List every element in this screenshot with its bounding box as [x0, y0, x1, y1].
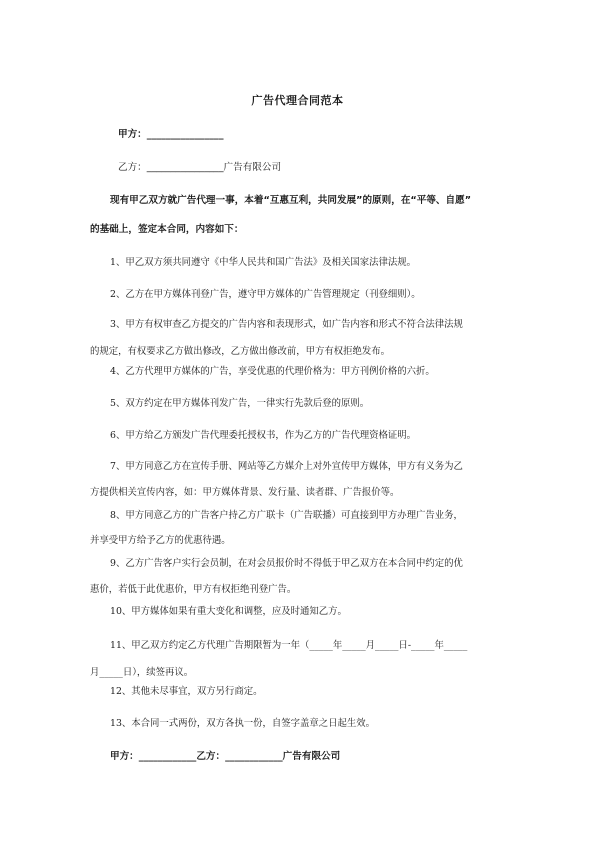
clause-7-line-2: 方提供相关宣传内容，如：甲方媒体背景、发行量、读者群、广告报价等。: [90, 487, 400, 498]
clause-5: 5、双方约定在甲方媒体刊发广告，一律实行先款后登的原则。: [110, 398, 370, 409]
party-a-line: 甲方：________________: [118, 129, 224, 140]
document-title: 广告代理合同范本: [251, 94, 344, 107]
clause-8-line-1: 8、甲方同意乙方的广告客户持乙方广联卡（广告联播）可直接到甲方办理广告业务，: [110, 510, 463, 521]
clause-7-line-1: 7、甲方同意乙方在宣传手册、网站等乙方媒介上对外宣传甲方媒体，甲方有义务为乙: [110, 461, 463, 472]
clause-1: 1、甲乙双方须共同遵守《中华人民共和国广告法》及相关国家法律法规。: [110, 257, 416, 268]
clause-11-line-2: 月_____日），续签再议。: [90, 667, 194, 678]
clause-3-line-1: 3、甲方有权审查乙方提交的广告内容和表现形式，如广告内容和形式不符合法律法规: [110, 319, 463, 330]
clause-9-line-1: 9、乙方广告客户实行会员制，在对会员报价时不得低于甲乙双方在本合同中约定的优: [110, 558, 463, 569]
clause-4: 4、乙方代理甲方媒体的广告，享受优惠的代理价格为：甲方刊例价格的六折。: [110, 366, 435, 377]
intro-line-1: 现有甲乙双方就广告代理一事，本着“互惠互利，共同发展”的原则，在“平等、自愿”: [110, 195, 472, 206]
clause-6: 6、甲方给乙方颁发广告代理委托授权书，作为乙方的广告代理资格证明。: [110, 430, 416, 441]
intro-line-2: 的基础上，签定本合同，内容如下：: [90, 224, 244, 235]
clause-3-line-2: 的规定，有权要求乙方做出修改，乙方做出修改前，甲方有权拒绝发布。: [90, 346, 391, 357]
clause-9-line-2: 惠价，若低于此优惠价，甲方有权拒绝刊登广告。: [90, 584, 297, 595]
clause-8-line-2: 并享受甲方给予乙方的优惠待遇。: [90, 535, 231, 546]
clause-10: 10、甲方媒体如果有重大变化和调整，应及时通知乙方。: [110, 606, 347, 617]
clause-11-line-1: 11、甲乙双方约定乙方代理广告期限暂为一年（_____年_____月_____日-_____年_____: [110, 640, 468, 651]
clause-13: 13、本合同一式两份，双方各执一份，自签字盖章之日起生效。: [110, 718, 376, 729]
signature-line: 甲方：____________乙方：____________广告有限公司: [110, 751, 341, 762]
party-b-line: 乙方：________________广告有限公司: [118, 162, 282, 173]
clause-12: 12、其他未尽事宜，双方另行商定。: [110, 686, 263, 697]
clause-2: 2、乙方在甲方媒体刊登广告，遵守甲方媒体的广告管理规定（刊登细则）。: [110, 289, 421, 300]
